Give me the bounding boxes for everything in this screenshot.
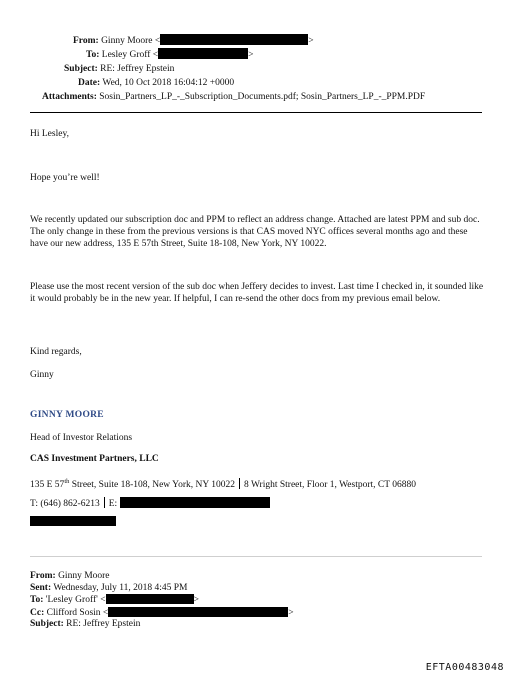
separator [239, 478, 240, 489]
signature-company: CAS Investment Partners, LLC [30, 454, 159, 464]
from-label: From: [73, 36, 99, 46]
redaction-bar [120, 497, 270, 508]
document-id: EFTA00483048 [425, 662, 504, 673]
header-divider [30, 112, 482, 113]
signoff: Ginny [30, 370, 54, 380]
redaction-bar [158, 48, 248, 59]
previous-message-header [30, 571, 294, 631]
phone-value: (646) 862-6213 [40, 499, 100, 509]
gt-symbol: > [248, 50, 254, 60]
subject-label: Subject: [64, 64, 98, 74]
address-nyc-sup: th [64, 478, 70, 485]
prev-sent-value: Wednesday, July 11, 2018 4:45 PM [53, 582, 188, 593]
date-row [48, 76, 425, 90]
attachments-label: Attachments: [42, 92, 97, 102]
to-label: To: [86, 50, 100, 60]
signature-address [30, 476, 485, 491]
attachments-row [42, 90, 425, 104]
prev-sent-row [30, 583, 294, 595]
prev-to-value: 'Lesley Groff' < [45, 595, 106, 605]
prev-cc-label: Cc: [30, 607, 45, 618]
signature-title: Head of Investor Relations [30, 433, 133, 443]
prev-to-row [30, 594, 294, 607]
prev-from-label: From: [30, 571, 56, 581]
redaction-bar [106, 594, 194, 604]
address-nyc [30, 480, 235, 490]
from-row [48, 34, 425, 48]
gt-symbol: > [193, 595, 199, 605]
attachments-value: Sosin_Partners_LP_-_Subscription_Documents.pdf; Sosin_Partners_LP_-_PPM.PDF [99, 92, 426, 102]
prev-cc-value: Clifford Sosin < [46, 607, 109, 618]
redaction-bar [108, 607, 288, 617]
subject-row [48, 62, 425, 76]
to-value: Lesley Groff < [101, 50, 159, 60]
phone-label: T: [30, 499, 38, 509]
from-value: Ginny Moore < [101, 36, 161, 46]
prev-cc-row [30, 607, 294, 620]
paragraph-1: Hope you’re well! [30, 173, 100, 183]
separator [104, 497, 105, 508]
prev-sent-label: Sent: [30, 582, 52, 593]
paragraph-3: Please use the most recent version of the sub doc when Jeffery decides to invest. Last time I checked in, it sounded like it would probably be in the new year. If helpful, I can re-send the other docs from my previous email below. [30, 282, 484, 304]
paragraph-2: We recently updated our subscription doc and PPM to reflect an address change. Attached are latest PPM and sub doc. The only change in these from the previous versions is that CAS moved NYC offices several months ago and these have our new address, 135 E 57th Street, Suite 18-108, New York, NY 10022. [30, 215, 480, 249]
prev-subject-value: RE: Jeffrey Epstein [66, 619, 141, 629]
prev-from-value: Ginny Moore [58, 571, 110, 581]
redaction-bar [30, 516, 116, 526]
address-ct: 8 Wright Street, Floor 1, Westport, CT 06880 [244, 480, 416, 491]
to-row [48, 48, 425, 62]
greeting: Hi Lesley, [30, 129, 69, 139]
signature-divider [30, 556, 482, 557]
gt-symbol: > [288, 607, 294, 618]
closing: Kind regards, [30, 347, 82, 357]
prev-subject-label: Subject: [30, 619, 64, 629]
address-nyc-pre: 135 E 57 [30, 480, 65, 491]
signature-contact [30, 497, 485, 510]
prev-subject-row [30, 619, 294, 631]
gt-symbol: > [308, 36, 314, 46]
email-header [42, 34, 426, 104]
redaction-bar [160, 34, 308, 45]
address-nyc-post: Street, Suite 18-108, New York, NY 10022 [69, 480, 236, 491]
email-label: E: [108, 499, 118, 509]
prev-to-label: To: [30, 595, 44, 605]
prev-from-row [30, 571, 294, 583]
date-value: Wed, 10 Oct 2018 16:04:12 +0000 [102, 78, 235, 88]
date-label: Date: [78, 78, 101, 88]
signature-name: GINNY MOORE [30, 410, 104, 420]
subject-value: RE: Jeffrey Epstein [100, 64, 175, 74]
